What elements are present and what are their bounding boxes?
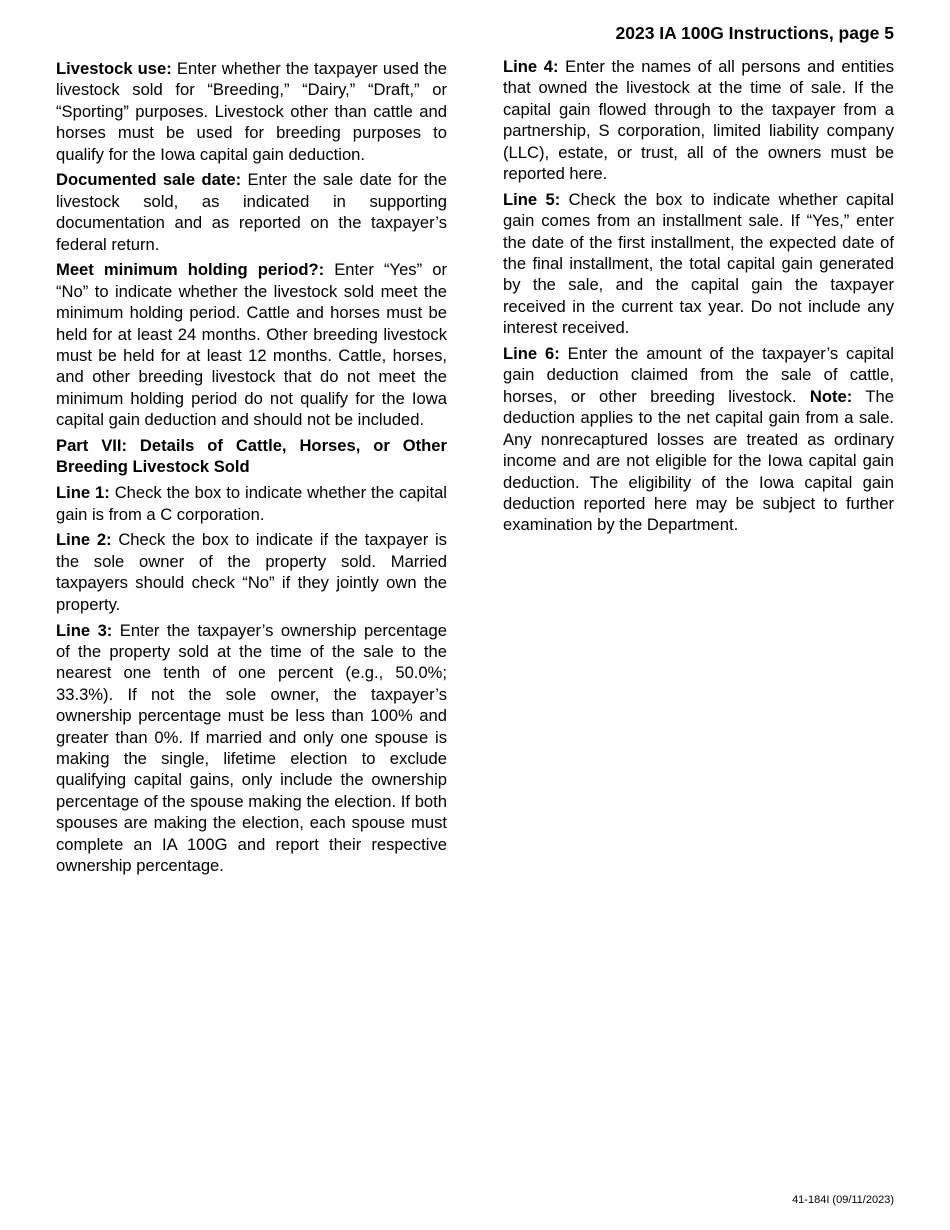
line-6-note-label: Note: [809, 386, 853, 406]
line-3-label: Line 3: [56, 620, 113, 640]
livestock-use-label: Livestock use: [56, 59, 172, 78]
line-2-label: Line 2: [56, 530, 112, 550]
livestock-use-paragraph [56, 58, 447, 165]
line-4-label: Line 4: [503, 57, 559, 76]
documented-sale-date-text: Enter the sale date for the livestock sold, as indicated in supporting documentation and as reported on the taxpayer’s federal return. [56, 170, 448, 254]
line-5-label: Line 5: [503, 189, 561, 209]
minimum-holding-period-paragraph [56, 259, 447, 430]
right-column [503, 56, 894, 540]
minimum-holding-period-label: Meet minimum holding period?: [56, 260, 325, 280]
documented-sale-date-paragraph [56, 169, 447, 255]
part-vii-heading: Part VII: Details of Cattle, Horses, or Other Breeding Livestock Sold [56, 436, 447, 477]
line-5-text: Check the box to indicate whether capital gain comes from an installment sale. If “Yes,” enter the date of the first installment, the expected date of the final installment, the total capital gain generated by the sale, and the capital gain the taxpayer received in the current tax year. Do not include any interest received. [503, 189, 894, 338]
page-title: 2023 IA 100G Instructions, page 5 [615, 23, 894, 43]
line-3-text: Enter the taxpayer’s ownership percentage of the property sold at the time of the sale to the nearest one tenth of one percent (e.g., 50.0%; 33.3%). If not the sole owner, the taxpayer’s ownership percentage must be less than 100% and greater than 0%. If married and only one spouse is making the single, lifetime election to exclude qualifying capital gains, only include the ownership percentage of the spouse making the election. If both spouses are making the election, each spouse must complete an IA 100G and report their respective ownership percentage. [56, 620, 447, 875]
line-2-paragraph [56, 529, 447, 615]
livestock-use-text: Enter whether the taxpayer used the livestock sold for “Breeding,” “Dairy,” “Draft,” or “Sporting” purposes. Livestock other than cattle and horses must be used for breeding purposes to qualify for the Iowa capital gain deduction. [56, 59, 447, 164]
line-1-label: Line 1: [56, 483, 110, 503]
line-4-text: Enter the names of all persons and entities that owned the livestock at the time of sale. If the capital gain flowed through to the taxpayer from a partnership, S corporation, limited liability company (LLC), estate, or trust, all of the owners must be reported here. [503, 57, 895, 184]
line-6-text-before-note: Enter the amount of the taxpayer’s capital gain deduction claimed from the sale of cattle, horses, or other breeding livestock. [503, 344, 894, 406]
line-1-text: Check the box to indicate whether the capital gain is from a C corporation. [56, 483, 447, 524]
line-6-paragraph [503, 343, 894, 536]
line-4-paragraph [503, 56, 894, 184]
minimum-holding-period-text: Enter “Yes” or “No” to indicate whether the livestock sold meet the minimum holding period. Cattle and horses must be held for at least 24 months. Other breeding livestock must be held for at least 12 months. Cattle, horses, and other breeding livestock that do not meet the minimum holding period do not qualify for the Iowa capital gain deduction and should not be included. [56, 260, 447, 430]
line-5-paragraph [503, 189, 894, 339]
line-6-text-after-note: The deduction applies to the net capital gain from a sale. Any nonrecaptured losses are treated as ordinary income and are not eligible for the Iowa capital gain deduction. The eligibility of the Iowa capital gain deduction reported here may be subject to further examination by the Department. [503, 386, 895, 535]
form-id: 41-184I (09/11/2023) [792, 1194, 894, 1206]
line-3-paragraph [56, 620, 447, 877]
line-6-label: Line 6: [503, 344, 560, 364]
left-column [56, 58, 447, 881]
line-2-text: Check the box to indicate if the taxpayer is the sole owner of the property sold. Married taxpayers should check “No” if they jointly own the property. [56, 530, 447, 614]
documented-sale-date-label: Documented sale date: [56, 170, 242, 190]
line-1-paragraph [56, 482, 447, 525]
